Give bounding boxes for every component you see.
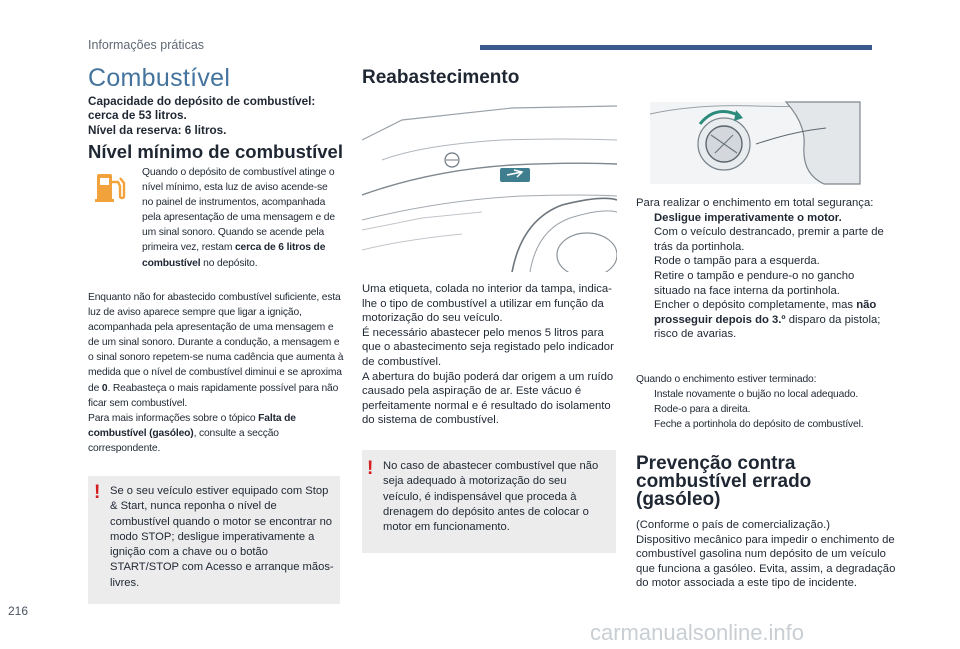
capacity-text: Capacidade do depósito de combustível: cerca de 53 litros. (88, 95, 316, 123)
misfuel-prevention-title: Prevenção contra combustível errado (gasóleo) (636, 453, 812, 510)
fuel-warning-icon (94, 170, 134, 204)
reserve-text: Nível da reserva: 6 litros. (88, 124, 227, 137)
car-rear-illustration (362, 100, 617, 272)
fuel-cap-illustration (636, 94, 876, 190)
page-number: 216 (8, 604, 29, 618)
step-item: Desligue imperativamente o motor. (654, 211, 842, 224)
running-header: Informações práticas (88, 38, 205, 52)
fuel-shortage-reference: Falta de combustível (gasóleo) (88, 412, 296, 439)
warning-light-text: Quando o depósito de combustível atinge o nível mínimo, esta luz de aviso acende-se no painel de instrumentos, acompanhada pela apresentação de uma mensagem e de um sinal sonoro. Quando se acende pela primeira vez, restam cerca de 6 litros de combustível no depósito. (142, 167, 335, 269)
step-item: Com o veículo destrancado, premir a parte de trás da portinhola. (654, 226, 884, 253)
watermark: carmanualsonline.info (590, 620, 805, 645)
after-step-item: Feche a portinhola do depósito de combustível. (654, 419, 864, 431)
wrong-fuel-note-text: No caso de abastecer combustível que não seja adequado à motorização do seu veículo, é indispensável que proceda à drenagem do depósito antes de colocar o motor em funcionamento. (383, 460, 599, 534)
stop-start-note (88, 476, 340, 604)
warning-exclamation-icon: ! (367, 458, 374, 479)
stop-start-note-text: Se o seu veículo estiver equipado com Stop & Start, nunca reponha o nível de combustível quando o motor se encontrar no modo STOP; desligue imperativamente a ignição com a chave ou o botão START/STOP com Acesso e arranque mãos-livres. (110, 485, 334, 589)
header-bar (480, 45, 872, 50)
refuelling-body: Uma etiqueta, colada no interior da tampa, indica-lhe o tipo de combustível a utilizar em função da motorização do seu veículo. É necessário abastecer pelo menos 5 litros para que o abastecimento seja registado pelo indicador de combustível. A abertura do bujão poderá dar origem a um ruído causado pela aspiração de ar. Este vácuo é perfeitamente normal e é resultado do isolamento do sistema de combustível. (362, 283, 614, 427)
wrong-fuel-note (362, 450, 616, 553)
min-level-title: Nível mínimo de combustível (88, 141, 343, 162)
step-item: Encher o depósito completamente, mas não prosseguir depois do 3.º disparo da pistola; risco de avarias. (654, 299, 881, 341)
after-step-item: Rode-o para a direita. (654, 404, 751, 416)
misfuel-prevention-body: (Conforme o país de comercialização.) Dispositivo mecânico para impedir o enchimento de combustível gasolina num depósito de um veículo que funciona a gasóleo. Evita, assim, a degradação do motor associada a este tipo de incidente. (636, 519, 896, 590)
refuelling-title: Reabastecimento (362, 67, 520, 88)
warning-exclamation-icon: ! (94, 482, 101, 503)
after-step-item: Instale novamente o bujão no local adequado. (654, 389, 859, 401)
page-title: Combustível (88, 64, 231, 92)
refill-instructions: Para realizar o enchimento em total segurança: Desligue imperativamente o motor. Com o veículo destrancado, premir a parte de trás da portinhola. Rode o tampão para a esquerda. Retire o tampão e pendure-o no gancho situado na face interna da portinhola. Encher o depósito completamente, mas não prosseguir depois do 3.º disparo da pistola; risco de avarias. (636, 196, 892, 342)
step-item: Rode o tampão para a esquerda. (654, 255, 820, 268)
step-item: Retire o tampão e pendure-o no gancho situado na face interna da portinhola. (654, 269, 855, 297)
low-fuel-body: Enquanto não for abastecido combustível suficiente, esta luz de aviso aparece sempre que ligar a ignição, acompanhada pela apresentação de uma mensagem e de um sinal sonoro. Durante a condução, a mensagem e o sinal sonoro repetem-se numa cadência que aumenta à medida que o nível de combustível diminui e se aproxima de 0. Reabasteça o mais rapidamente possível para não ficar sem combustível. Para mais informações sobre o tópico Falta de combustível (gasóleo), consulte a secção correspondente. (88, 292, 344, 454)
after-filling-section: Quando o enchimento estiver terminado: Instale novamente o bujão no local adequado. Rode-o para a direita. Feche a portinhola do depósito de combustível. (636, 372, 896, 432)
